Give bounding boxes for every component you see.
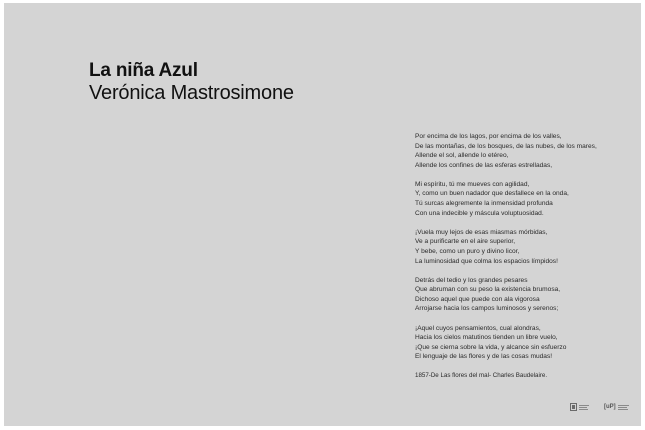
footer-logos xyxy=(570,402,629,412)
poem-source: 1857-De Las flores del mal- Charles Baudelaire. xyxy=(415,372,548,380)
poem-line: Y bebe, como un puro y divino licor, xyxy=(415,247,520,255)
poem-line: Hacia los cielos matutinos tienden un libre vuelo, xyxy=(415,334,558,342)
poem-line: Tú surcas alegremente la inmensidad profunda xyxy=(415,200,553,208)
poem-line: Ve a purificarte en el aire superior, xyxy=(415,238,516,246)
institution-logo-icon xyxy=(570,403,577,411)
poem-line: ¡Aquel cuyos pensamientos, cual alondras, xyxy=(415,324,541,332)
institution-logo-text xyxy=(579,405,589,410)
partner-logo-text xyxy=(618,405,629,410)
poem-line: Que abruman con su peso la existencia brumosa, xyxy=(415,286,561,294)
poem-stanza xyxy=(415,180,640,218)
poem-line: El lenguaje de las flores y de las cosas mudas! xyxy=(415,353,553,361)
poem-line: Detrás del tedio y los grandes pesares xyxy=(415,276,528,284)
poem-line: ¡Vuela muy lejos de esas miasmas mórbidas, xyxy=(415,228,548,236)
poem-line: ¡Que se cierna sobre la vida, y alcance sin esfuerzo xyxy=(415,343,567,351)
poem-stanza xyxy=(415,276,640,314)
poem-line: De las montañas, de los bosques, de las nubes, de los mares, xyxy=(415,142,597,150)
poster-author: Verónica Mastrosimone xyxy=(89,82,294,104)
poem-stanza xyxy=(415,132,640,170)
partner-logo-mark: [uP] xyxy=(604,404,616,410)
poster-panel xyxy=(4,3,641,426)
poem-line: Allende los confines de las esferas estrelladas, xyxy=(415,161,553,169)
poem-line: Con una indecible y máscula voluptuosidad. xyxy=(415,209,544,217)
poem-line: Dichoso aquel que puede con ala vigorosa xyxy=(415,295,540,303)
poem-line: Y, como un buen nadador que desfallece en la onda, xyxy=(415,190,569,198)
poem-line: Allende el sol, allende lo etéreo, xyxy=(415,152,509,160)
poem-line: Por encima de los lagos, por encima de los valles, xyxy=(415,133,562,140)
poem-block xyxy=(415,132,640,380)
poem-line: Arrojarse hacia los campos luminosos y serenos; xyxy=(415,305,559,313)
poster-title: La niña Azul xyxy=(89,60,198,81)
poem-line: Mi espíritu, tú me mueves con agilidad, xyxy=(415,180,530,188)
poem-line: La luminosidad que colma los espacios límpidos! xyxy=(415,257,558,265)
poem-stanza xyxy=(415,228,640,266)
poem-stanza xyxy=(415,324,640,362)
